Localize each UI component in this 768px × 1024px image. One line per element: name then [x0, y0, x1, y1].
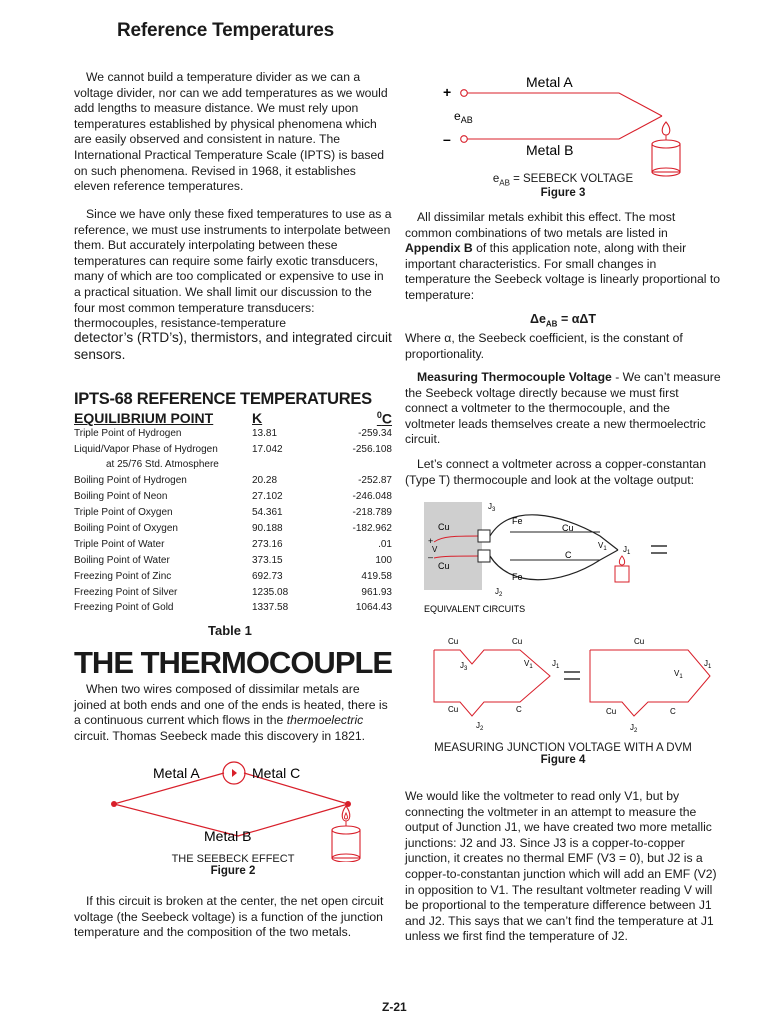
- table-row: [74, 555, 392, 571]
- cell-name: Boiling Point of Hydrogen: [74, 475, 187, 487]
- fig4-j1-label: $J_1$: [623, 545, 631, 556]
- cell-name: Freezing Point of Gold: [74, 602, 174, 614]
- cell-k: 54.361: [252, 507, 283, 519]
- fig3-cap-rest: = SEEBECK VOLTAGE: [509, 173, 634, 185]
- degree-mark: 0: [376, 410, 382, 420]
- thermocouple-intro-paragraph: [74, 682, 392, 744]
- eq-cu-c: Cu: [448, 705, 459, 714]
- cell-k: 1337.58: [252, 602, 289, 614]
- cell-c: 100: [375, 554, 392, 566]
- eq2-j2: $J_2$: [630, 723, 638, 734]
- cell-name: Freezing Point of Silver: [74, 586, 178, 598]
- fig3-metal-b-label: Metal B: [526, 142, 574, 158]
- eq2-c: C: [670, 707, 676, 716]
- fig2-metal-b-label: Metal B: [204, 828, 252, 844]
- thermo-text-emph: thermoelectric: [286, 713, 364, 728]
- cell-c: 961.93: [361, 586, 392, 598]
- fig4-candle-icon: [615, 556, 629, 582]
- type-t-paragraph: Let’s connect a voltmeter across a copper-constantan (Type T) thermocouple and look at the voltage output:: [405, 457, 707, 487]
- fig4-c-right: C: [565, 550, 572, 560]
- fig4-minus: –: [428, 552, 434, 562]
- p5-a: All dissimilar metals exhibit this effect. The most common combinations of two metals are listed in: [405, 210, 676, 240]
- p5-b: of this application note, along with their important characteristics. For small changes in temperature the Seebeck voltage is linearly proportional to temperature:: [405, 241, 721, 302]
- intro-paragraph: We cannot build a temperature divider as we can a voltage divider, nor can we add temperatures as we would add lengths to measure distance. We must rely upon temperatures established by physical phenomena which are easily observed and consistent in nature. The International Practical Temperature Scale (IPTS) is based on such phenomena. Revised in 1968, it establishes eleven reference temperatures.: [74, 70, 388, 194]
- table-row: [74, 571, 392, 587]
- table-caption: Table 1: [208, 623, 252, 638]
- eq-cu-b: Cu: [512, 637, 523, 646]
- eq-v1: $V_1$: [524, 659, 533, 670]
- header-kelvin: K: [252, 410, 263, 427]
- fig4-j2-label: $J_2$: [495, 587, 503, 598]
- cell-c: -182.962: [352, 523, 392, 534]
- fig4-j3-label: $J_3$: [488, 502, 496, 513]
- fig2-caption: [74, 853, 392, 877]
- positive-terminal: [461, 90, 468, 97]
- cell-c: -218.789: [352, 507, 392, 519]
- fig4-cu-right: Cu: [562, 523, 574, 533]
- fig4-fe-top: Fe: [512, 516, 523, 526]
- fig4-cu-bottom: Cu: [438, 561, 450, 571]
- measuring-voltage-heading: Measuring Thermocouple Voltage: [417, 370, 612, 384]
- eq-sub: AB: [545, 319, 558, 329]
- table-row: [74, 459, 392, 475]
- interpolation-paragraph-end: detector’s (RTD’s), thermistors, and integrated circuit sensors.: [74, 330, 392, 362]
- cell-c: -256.108: [352, 443, 392, 455]
- cold-junction-dot: [111, 801, 117, 807]
- cell-name: Freezing Point of Zinc: [74, 570, 172, 582]
- cell-name: Triple Point of Hydrogen: [74, 427, 182, 439]
- cell-name: Boiling Point of Neon: [74, 491, 168, 503]
- fig3-cap-e: e: [492, 173, 500, 185]
- cell-name: Liquid/Vapor Phase of Hydrogen: [74, 443, 218, 455]
- cell-c: 419.58: [361, 570, 392, 582]
- fig4-fe-bottom: Fe: [512, 572, 523, 582]
- dvm-measurement-diagram: [420, 498, 720, 743]
- measuring-voltage-paragraph: [405, 370, 721, 448]
- cell-k: 13.81: [252, 427, 278, 439]
- junction-explanation-paragraph: We would like the voltmeter to read only V1, but by connecting the voltmeter in an attempt to measure the output of Junction J1, we have created two more metallic junctions: J2 and J3. Since J3 is a copper-to-copper junction, it creates no thermal EMF (V3 = 0), but J2 is a copper-to-constantan junction which will add an EMF (V2) in opposition to V1. The resultant voltmeter reading V will be proportional to the temperature difference between J1 and J2. This says that we can’t find the temperature at J1 unless we first find the temperature of J2.: [405, 789, 717, 944]
- fig3-e-sub: AB: [460, 115, 473, 125]
- seebeck-coefficient-paragraph: Where α, the Seebeck coefficient, is the constant of proportionality.: [405, 331, 683, 361]
- p7-text: - We can’t measure the Seebeck voltage directly because we must first connect a voltmeter to the thermocouple, and the voltmeter leads themselves create a new thermoelectric circuit.: [405, 370, 721, 447]
- eq-delta-e: Δe: [529, 312, 546, 326]
- page-number: Z-21: [382, 1000, 407, 1014]
- current-arrow-icon: [232, 769, 237, 777]
- eq-j2: $J_2$: [476, 721, 484, 732]
- fig4-cu-top: Cu: [438, 522, 450, 532]
- fig4-caption: [405, 742, 721, 766]
- table-row: [74, 523, 392, 539]
- celsius-letter: C: [381, 410, 392, 427]
- cell-k: 273.16: [252, 538, 283, 550]
- eq-rest: = αΔT: [557, 312, 597, 326]
- seebeck-equation: [405, 312, 721, 329]
- cell-name: Boiling Point of Oxygen: [74, 523, 178, 534]
- cell-k: 1235.08: [252, 586, 289, 598]
- fig4-label: Figure 4: [540, 754, 586, 766]
- eq2-cu-bottom: Cu: [606, 707, 617, 716]
- cell-k: 373.15: [252, 554, 283, 566]
- eq2-v1: $V_1$: [674, 669, 683, 680]
- table-row: [74, 444, 392, 460]
- fig2-metal-c-label: Metal C: [252, 765, 301, 781]
- fig3-minus: –: [443, 131, 451, 147]
- cell-name: Triple Point of Oxygen: [74, 507, 173, 519]
- ipts-table-header: [74, 410, 392, 428]
- eq2-j1: $J_1$: [704, 659, 712, 670]
- table-row: [74, 587, 392, 603]
- thermo-text-a: When two wires composed of dissimilar metals are joined at both ends and one of the ends is heated, there is a continuous current which flows in the: [74, 682, 388, 728]
- fig3-wire-metal-b: [467, 116, 662, 139]
- cell-k: 17.042: [252, 443, 283, 455]
- eq-j1: $J_1$: [552, 659, 560, 670]
- fig3-wire-metal-a: [467, 93, 662, 116]
- fig3-caption-text: [405, 173, 721, 187]
- thermo-text-b: circuit. Thomas Seebeck made this discovery in 1821.: [74, 728, 366, 743]
- fig4-caption-text: MEASURING JUNCTION VOLTAGE WITH A DVM: [434, 742, 692, 754]
- header-celsius: [332, 410, 392, 428]
- fig3-plus: +: [443, 84, 452, 100]
- fig3-caption: [405, 173, 721, 199]
- open-circuit-paragraph: If this circuit is broken at the center, the net open circuit voltage (the Seebeck voltage) is a function of the junction temperature and the composition of the two metals.: [74, 894, 384, 940]
- eq-j3: $J_3$: [460, 661, 468, 672]
- terminal-j2: [478, 550, 490, 562]
- section-heading: Reference Temperatures: [117, 20, 335, 41]
- seebeck-effect-diagram: [100, 758, 390, 862]
- cell-name: Triple Point of Water: [74, 538, 165, 550]
- fig3-label: Figure 3: [540, 187, 586, 200]
- eq-cu-a: Cu: [448, 637, 459, 646]
- table-row: [74, 491, 392, 507]
- cell-c: -259.34: [358, 427, 392, 439]
- cell-c: 1064.43: [355, 602, 392, 614]
- fig2-caption-text: THE SEEBECK EFFECT: [171, 853, 295, 865]
- header-equilibrium-point: EQUILIBRIUM POINT: [74, 410, 214, 427]
- ipts-table: [74, 410, 392, 618]
- interpolation-paragraph: Since we have only these fixed temperatures to use as a reference, we must use instruments to interpolate between them. But accurately interpolating between these temperatures can require some fairly exotic transducers, many of which are too complicated or expensive to use in a practical situation. We shall limit our discussion to the four most common temperature transducers: thermocouples, resistance-temperature: [74, 207, 392, 331]
- cell-k: 27.102: [252, 491, 283, 503]
- fig3-eab-label: [454, 109, 473, 125]
- negative-terminal: [461, 136, 468, 143]
- fig3-metal-a-label: Metal A: [526, 74, 573, 90]
- table-row: [74, 428, 392, 444]
- table-row: [74, 602, 392, 618]
- eq2-cu: Cu: [634, 637, 645, 646]
- cell-name: Boiling Point of Water: [74, 554, 170, 566]
- seebeck-voltage-diagram: [430, 68, 690, 178]
- cell-c: [332, 459, 392, 475]
- cell-k: 692.73: [252, 570, 283, 582]
- fig3-e: e: [454, 109, 461, 123]
- fig3-candle-icon: [652, 122, 680, 176]
- cell-c: -246.048: [352, 491, 392, 503]
- ipts-title: IPTS-68 REFERENCE TEMPERATURES: [74, 390, 372, 408]
- appendix-b-ref: Appendix B: [405, 241, 473, 256]
- cell-c: -252.87: [358, 475, 392, 487]
- table-row: [74, 507, 392, 523]
- cell-k: [252, 459, 332, 475]
- fig2-metal-a-label: Metal A: [153, 765, 200, 781]
- table-row: [74, 475, 392, 491]
- fig4-v1-label: $V_1$: [598, 541, 607, 552]
- fig4-v-label: V: [432, 545, 438, 554]
- cell-k: 20.28: [252, 475, 278, 487]
- cell-name: at 25/76 Std. Atmosphere: [106, 459, 219, 471]
- cell-k: 90.188: [252, 523, 283, 534]
- c-wire: [490, 550, 618, 580]
- equivalent-circuits-label: EQUIVALENT CIRCUITS: [424, 604, 526, 614]
- fig4-plus: +: [428, 536, 434, 546]
- thermocouple-title: THE THERMOCOUPLE: [74, 645, 393, 680]
- fig2-label: Figure 2: [210, 865, 256, 877]
- fig3-cap-sub: AB: [499, 178, 510, 188]
- terminal-j3: [478, 530, 490, 542]
- table-row: [74, 539, 392, 555]
- cell-c: .01: [378, 538, 392, 550]
- dissimilar-metals-paragraph: [405, 210, 721, 304]
- eq-c: C: [516, 705, 522, 714]
